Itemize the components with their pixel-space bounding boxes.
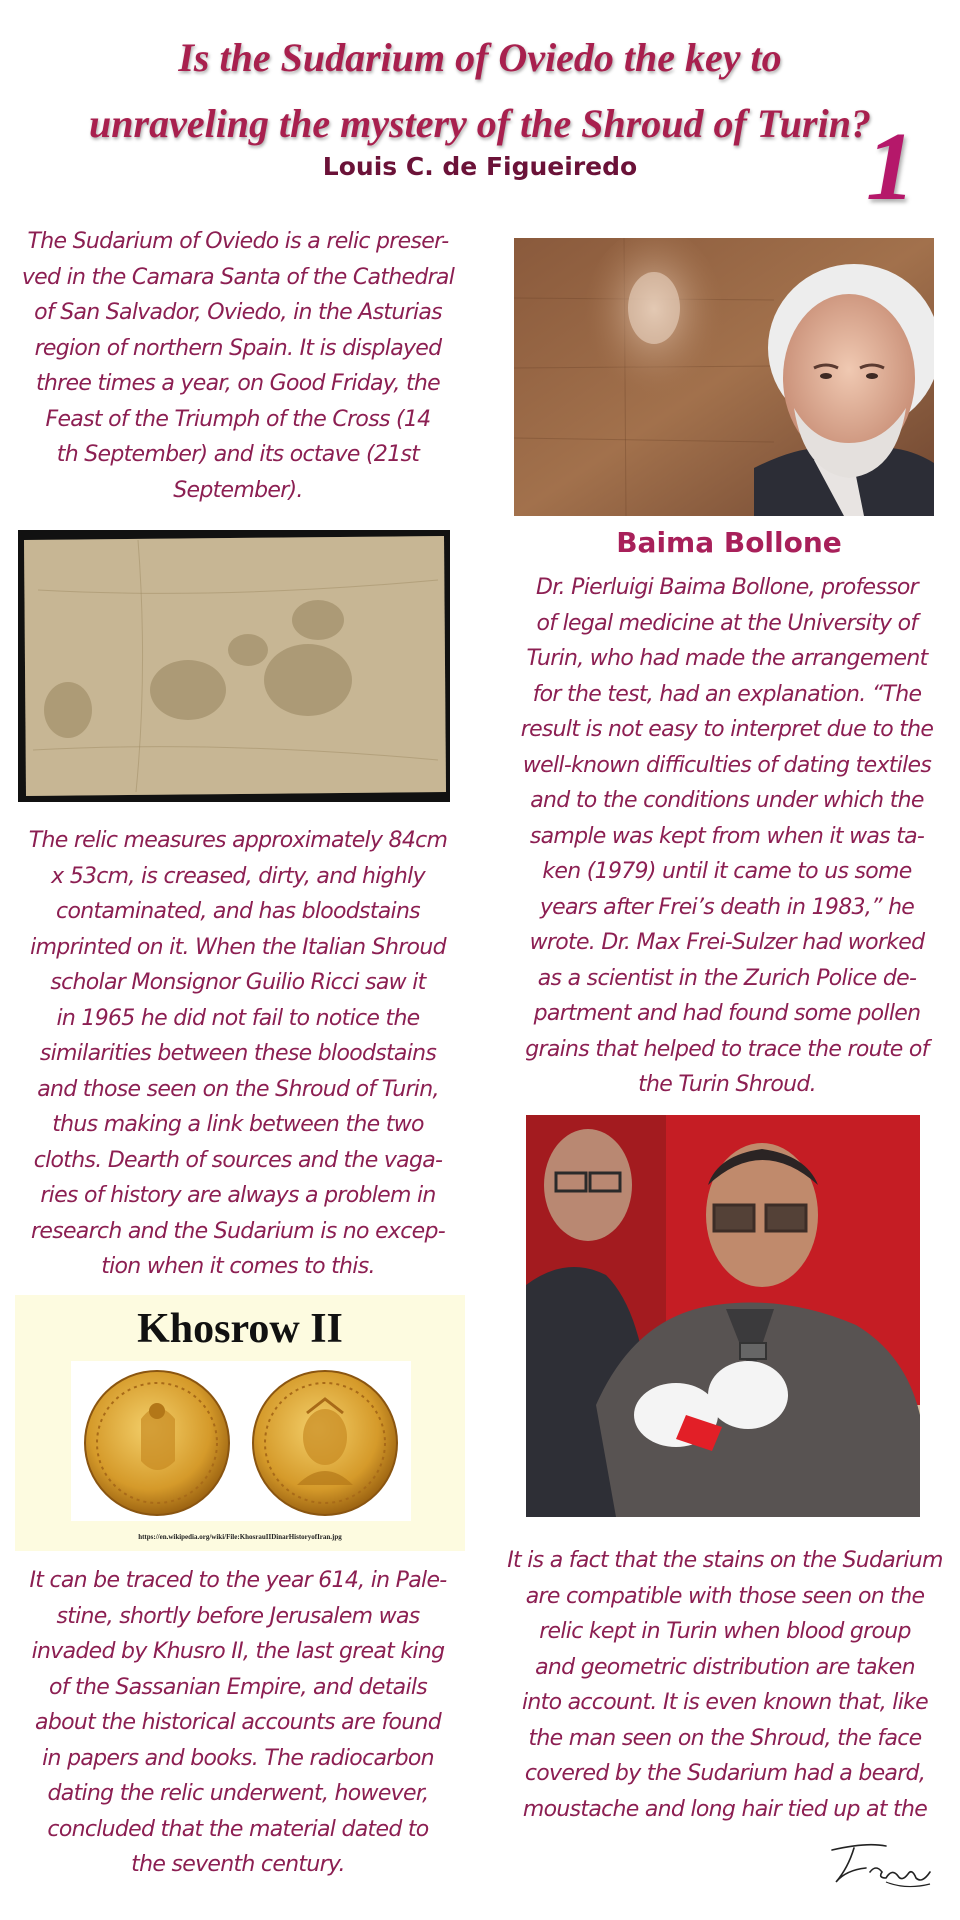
text-line: thus making a link between the two xyxy=(52,1112,424,1137)
text-line: scholar Monsignor Guilio Ricci saw it xyxy=(50,970,426,995)
text-line: and those seen on the Shroud of Turin, xyxy=(37,1076,439,1102)
bollone-heading: Baima Bollone xyxy=(616,526,842,559)
text-line: of the Sassanian Empire, and details xyxy=(48,1674,428,1700)
text-line: moustache and long hair tied up at the xyxy=(522,1796,928,1822)
text-line: concluded that the material dated to xyxy=(47,1816,429,1842)
text-line: and to the conditions under which the xyxy=(530,788,924,813)
text-line: It is a fact that the stains on the Sudarium xyxy=(507,1548,943,1573)
text-line: The relic measures approximately 84cm xyxy=(28,828,448,853)
text-line: in papers and books. The radiocarbon xyxy=(42,1745,434,1771)
text-line: ries of history are always a problem in xyxy=(40,1183,436,1208)
relic-paragraph xyxy=(10,823,466,1285)
text-line: stine, shortly before Jerusalem was xyxy=(56,1603,420,1629)
text-line: are compatible with those seen on the xyxy=(525,1583,925,1609)
text-line: for the test, had an explanation. “The xyxy=(532,681,922,707)
history-paragraph xyxy=(10,1563,466,1883)
text-line: in 1965 he did not fail to notice the xyxy=(56,1005,420,1031)
coin-image xyxy=(71,1361,411,1521)
text-line: x 53cm, is creased, dirty, and highly xyxy=(51,863,425,889)
fact-paragraph xyxy=(500,1543,950,1827)
text-line: Dr. Pierluigi Baima Bollone, professor xyxy=(535,575,919,600)
intro-paragraph xyxy=(18,224,458,508)
text-line: result is not easy to interpret due to the xyxy=(520,717,934,742)
text-line: and geometric distribution are taken xyxy=(535,1654,915,1680)
text-line: cloths. Dearth of sources and the vaga- xyxy=(33,1147,443,1173)
text-line: contaminated, and has bloodstains xyxy=(56,899,420,924)
text-line: Feast of the Triumph of the Cross (14 xyxy=(45,406,431,432)
text-line: three times a year, on Good Friday, the xyxy=(35,371,441,396)
text-line: Turin, who had made the arrangement xyxy=(526,646,928,671)
handwritten-signature xyxy=(826,1838,938,1894)
text-line: wrote. Dr. Max Frei-Sulzer had worked xyxy=(529,930,925,955)
text-line: tion when it comes to this. xyxy=(101,1254,375,1279)
text-line: imprinted on it. When the Italian Shroud xyxy=(30,934,446,960)
text-line: of legal medicine at the University of xyxy=(536,610,918,636)
text-line: The Sudarium of Oviedo is a relic preser- xyxy=(27,229,449,254)
bollone-paragraph xyxy=(502,570,952,1103)
text-line: partment and had found some pollen xyxy=(533,1001,921,1026)
text-line: the Turin Shroud. xyxy=(638,1072,816,1097)
text-line: well-known difficulties of dating textiles xyxy=(522,752,932,778)
text-line: of San Salvador, Oviedo, in the Asturias xyxy=(34,300,442,325)
text-line: th September) and its octave (21st xyxy=(56,442,420,467)
coin-image-caption: https://en.wikipedia.org/wiki/File:KhosrauIIDinarHistoryofIran.jpg xyxy=(138,1533,342,1541)
text-line: sample was kept from when it was ta- xyxy=(529,823,925,849)
text-line: relic kept in Turin when blood group xyxy=(539,1619,911,1644)
text-line: ved in the Camara Santa of the Cathedral xyxy=(21,264,455,290)
sudarium-cloth-photo xyxy=(18,530,450,802)
bollone-portrait-photo xyxy=(514,238,934,516)
text-line: grains that helped to trace the route of xyxy=(525,1036,929,1062)
coin-card xyxy=(15,1295,465,1551)
text-line: ken (1979) until it came to us some xyxy=(542,859,912,884)
text-line: years after Frei’s death in 1983,” he xyxy=(539,894,915,920)
text-line: invaded by Khusro II, the last great king xyxy=(31,1639,445,1664)
article-title-line-1: Is the Sudarium of Oviedo the key to xyxy=(178,35,782,80)
text-line: It can be traced to the year 614, in Pale- xyxy=(29,1568,447,1593)
author-name: Louis C. de Figueiredo xyxy=(322,152,638,181)
text-line: similarities between these bloodstains xyxy=(39,1041,437,1066)
sample-cutting-photo xyxy=(526,1115,920,1517)
coin-card-title: Khosrow II xyxy=(137,1306,343,1352)
text-line: as a scientist in the Zurich Police de- xyxy=(537,965,917,991)
text-line: research and the Sudarium is no excep- xyxy=(31,1218,445,1244)
text-line: the man seen on the Shroud, the face xyxy=(528,1725,922,1751)
article-title-line-2: unraveling the mystery of the Shroud of Turin? xyxy=(89,101,871,146)
text-line: about the historical accounts are found xyxy=(35,1710,441,1735)
text-line: into account. It is even known that, like xyxy=(521,1690,928,1715)
text-line: covered by the Sudarium had a beard, xyxy=(524,1761,926,1786)
text-line: September). xyxy=(173,477,303,503)
page-number: 1 xyxy=(866,113,915,221)
text-line: dating the relic underwent, however, xyxy=(47,1781,429,1806)
text-line: region of northern Spain. It is displayed xyxy=(34,335,442,361)
text-line: the seventh century. xyxy=(131,1852,345,1877)
